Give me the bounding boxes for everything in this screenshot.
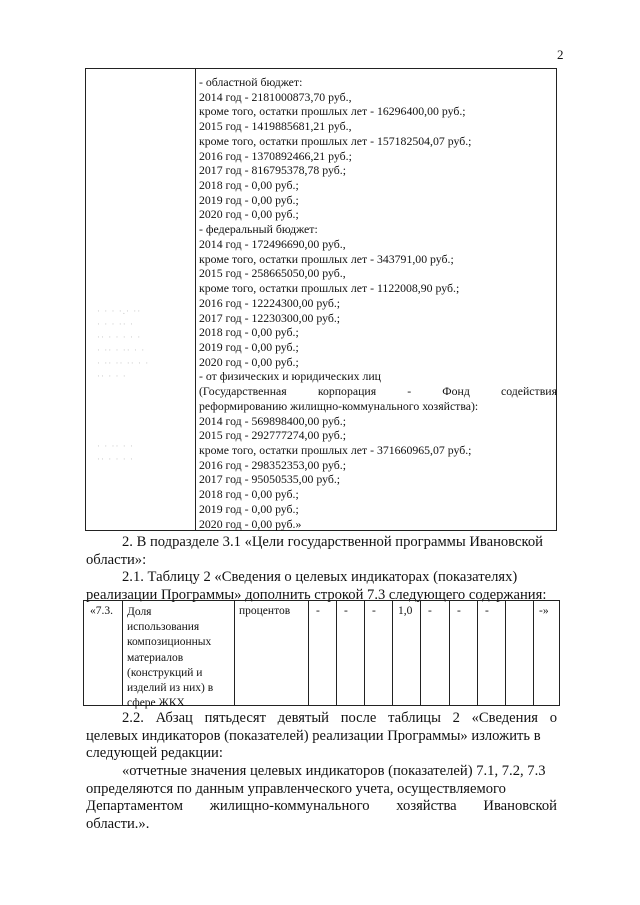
quote-line: определяются по данным управленческого учета, осуществляемого (86, 780, 506, 797)
word: (Государственная (199, 384, 287, 399)
funding-line: кроме того, остатки прошлых лет - 16296400,00 руб.; (199, 104, 466, 119)
funding-line: 2017 год - 816795378,78 руб.; (199, 163, 346, 178)
column-divider (449, 601, 450, 705)
word: Ивановской (483, 798, 557, 814)
funding-line: 2018 год - 0,00 руб.; (199, 487, 299, 502)
indicator-name-line: материалов (127, 651, 184, 664)
unit-cell: процентов (239, 605, 291, 617)
funding-line: 2020 год - 0,00 руб.; (199, 207, 299, 222)
funding-line: 2016 год - 298352353,00 руб.; (199, 457, 346, 472)
column-divider (336, 601, 337, 705)
word: корпорация (317, 384, 377, 399)
funding-line: кроме того, остатки прошлых лет - 1122008,90 руб.; (199, 281, 460, 296)
word: - (407, 384, 412, 399)
column-divider (505, 601, 506, 705)
paragraph-line: 2. В подразделе 3.1 «Цели государственной программы Ивановской (122, 534, 543, 550)
funding-line: 2018 год - 0,00 руб.; (199, 325, 299, 340)
funding-line: - областной бюджет: (199, 75, 303, 89)
funding-line: 2018 год - 0,00 руб.; (199, 178, 299, 193)
page-number: 2 (557, 47, 564, 62)
funding-line: 2019 год - 0,00 руб.; (199, 339, 299, 354)
quote-line-justified (86, 798, 557, 816)
value-cell: -» (539, 605, 549, 617)
word: о (549, 710, 557, 726)
value-cell: - (428, 605, 432, 617)
funding-line: 2015 год - 258665050,00 руб., (199, 266, 346, 281)
column-divider (364, 601, 365, 705)
funding-line: 2020 год - 0,00 руб.; (199, 354, 299, 369)
word: содействия (500, 384, 557, 399)
value-cell: - (485, 605, 489, 617)
indicator-name-line: (конструкций и (127, 666, 203, 679)
funding-table-divider (195, 69, 196, 530)
funding-line: 2015 год - 292777274,00 руб.; (199, 428, 346, 443)
word: Абзац (155, 710, 193, 726)
paragraph-2-1 (86, 569, 557, 604)
funding-line: кроме того, остатки прошлых лет - 371660965,07 руб.; (199, 442, 472, 457)
funding-line: 2014 год - 569898400,00 руб.; (199, 413, 346, 428)
funding-line: 2016 год - 12224300,00 руб.; (199, 295, 341, 310)
scan-artifact-left: · · · ·.· ·· · · · ·· · ·· · · · · · · ·· · ·· · · · ·· ·· ·· · · ·· · · · (97, 306, 150, 381)
quote-line: «отчетные значения целевых индикаторов (показателей) 7.1, 7.2, 7.3 (122, 763, 546, 779)
column-divider (477, 601, 478, 705)
value-cell: - (344, 605, 348, 617)
paragraph-line: 2.1. Таблицу 2 «Сведения о целевых индикаторах (показателях) (122, 569, 518, 585)
word: 2.2. (122, 710, 144, 726)
value-cell: 1,0 (398, 605, 413, 617)
indicator-name-line: использования (127, 621, 200, 634)
column-divider (392, 601, 393, 705)
funding-line: кроме того, остатки прошлых лет - 343791,00 руб.; (199, 251, 454, 266)
funding-line: реформированию жилищно-коммунального хозяйства): (199, 398, 479, 413)
word: после (340, 710, 377, 726)
paragraph-line: следующей редакции: (86, 745, 223, 761)
indicator-table-row (83, 600, 560, 710)
row-number: «7.3. (90, 605, 113, 617)
column-divider (533, 601, 534, 705)
funding-line: 2020 год - 0,00 руб.» (199, 516, 302, 531)
paragraph-line: области»: (86, 551, 147, 568)
word: Департаментом (86, 798, 183, 814)
word: пятьдесят (204, 710, 266, 726)
word: 2 (452, 710, 460, 726)
funding-line: - от физических и юридических лиц (199, 369, 381, 384)
funding-line: 2019 год - 0,00 руб.; (199, 501, 299, 516)
quote-line: области.». (86, 815, 150, 832)
column-divider (420, 601, 421, 705)
column-divider (308, 601, 309, 705)
paragraph-line: реализации Программы» дополнить строкой 7.3 следующего содержания: (86, 586, 547, 603)
funding-line: 2017 год - 12230300,00 руб.; (199, 310, 341, 325)
word: девятый (277, 710, 329, 726)
funding-line: кроме того, остатки прошлых лет - 157182504,07 руб.; (199, 133, 472, 148)
value-cell: - (457, 605, 461, 617)
indicator-name-line: композиционных (127, 636, 212, 649)
funding-line-justified (199, 384, 557, 399)
word: Фонд (442, 384, 470, 399)
funding-line: 2014 год - 2181000873,70 руб., (199, 89, 352, 104)
indicator-name-line: сфере ЖКХ (127, 697, 185, 710)
funding-line: - федеральный бюджет: (199, 222, 318, 237)
indicator-name-line: изделий из них) в (127, 682, 214, 695)
funding-line: 2017 год - 95050535,00 руб.; (199, 472, 341, 487)
word: «Сведения (471, 710, 538, 726)
paragraph-2-2 (86, 710, 557, 763)
value-cell: - (372, 605, 376, 617)
funding-line: 2014 год - 172496690,00 руб., (199, 236, 346, 251)
indicator-name-line: Доля (127, 606, 152, 618)
paragraph-line-justified (86, 710, 557, 728)
paragraph-2 (86, 534, 557, 569)
funding-line: 2015 год - 1419885681,21 руб., (199, 119, 352, 134)
column-divider (234, 601, 235, 705)
indicator-name (127, 605, 232, 711)
paragraph-line: целевых индикаторов (показателей) реализации Программы» изложить в (86, 727, 541, 744)
scan-artifact-left-2: · · ·· · · ·· · · · · (97, 441, 134, 464)
funding-line: 2016 год - 1370892466,21 руб.; (199, 148, 352, 163)
word: таблицы (388, 710, 441, 726)
quoted-text (86, 763, 557, 833)
word: жилищно-коммунального (209, 798, 370, 814)
funding-text (199, 75, 557, 531)
word: хозяйства (396, 798, 457, 814)
funding-line: 2019 год - 0,00 руб.; (199, 192, 299, 207)
column-divider (122, 601, 123, 705)
value-cell: - (316, 605, 320, 617)
